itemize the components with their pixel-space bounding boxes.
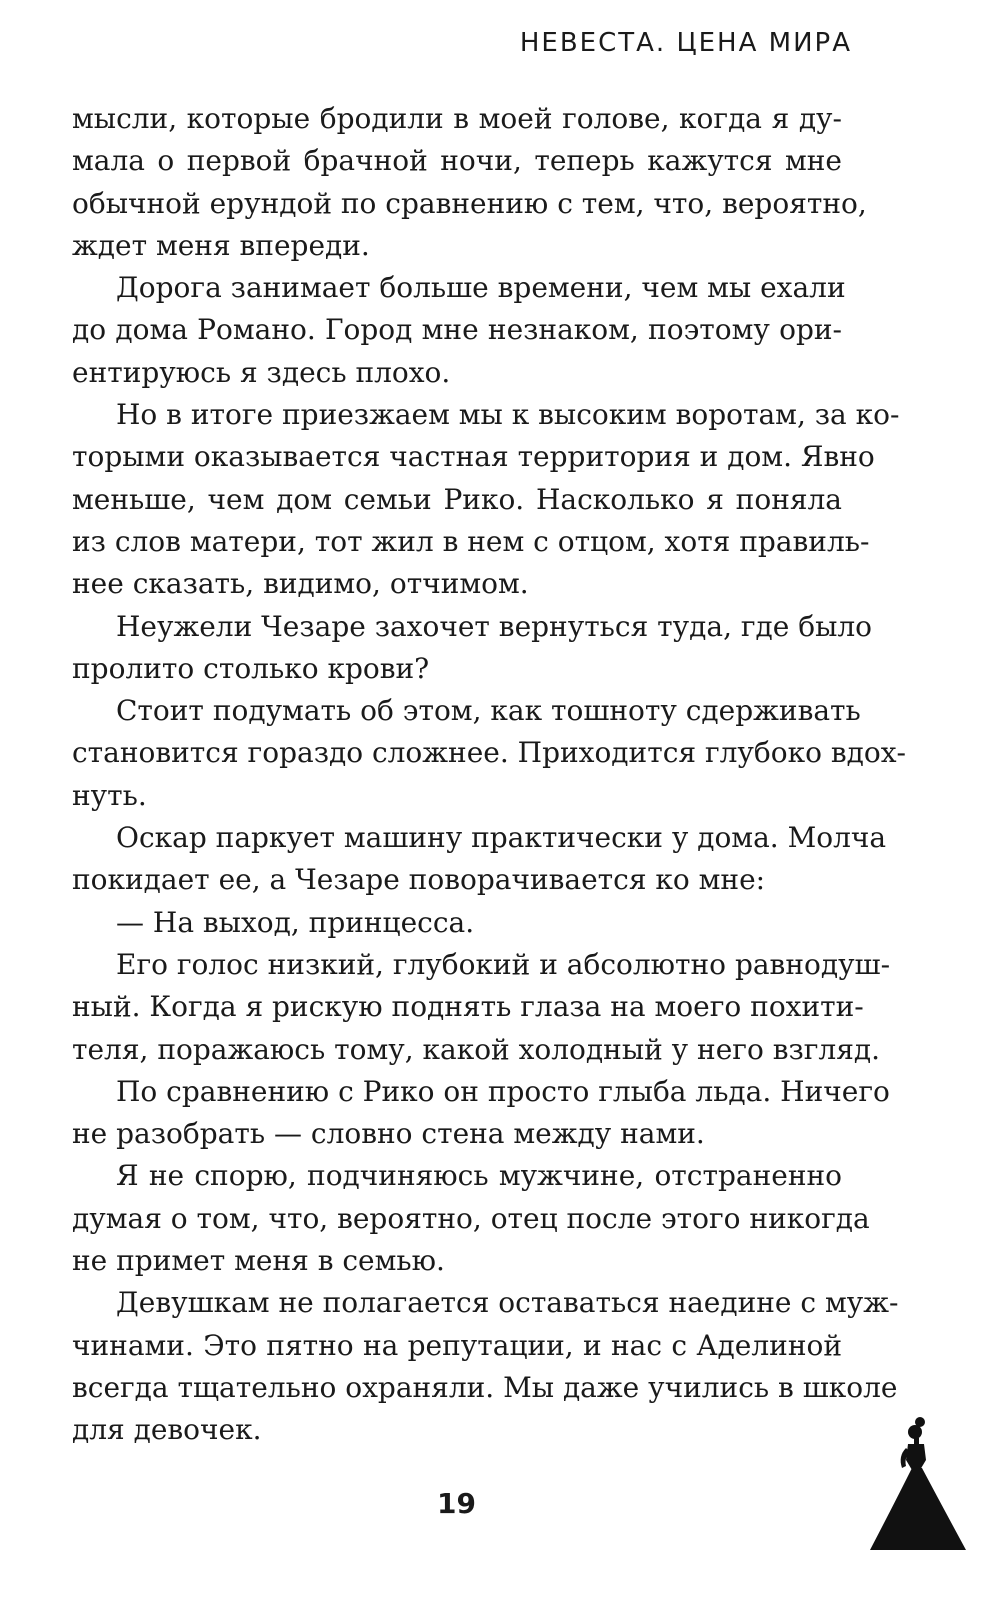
text-line: Его голос низкий, глубокий и абсолютно равнодуш- bbox=[116, 947, 891, 981]
text-line: из слов матери, тот жил в нем с отцом, хотя правиль- bbox=[72, 524, 870, 558]
text-line: Но в итоге приезжаем мы к высоким воротам, за ко- bbox=[116, 398, 900, 432]
text-line: до дома Романо. Город мне незнаком, поэтому ори- bbox=[72, 313, 842, 347]
text-line: торыми оказывается частная территория и дом. Явно bbox=[72, 440, 875, 474]
text-line: Дорога занимает больше времени, чем мы ехали bbox=[116, 271, 846, 305]
text-line: Стоит подумать об этом, как тошноту сдерживать bbox=[116, 694, 861, 728]
text-line: Оскар паркует машину практически у дома. Молча bbox=[116, 821, 887, 855]
text-line: пролито столько крови? bbox=[72, 651, 430, 685]
text-line: не разобрать — словно стена между нами. bbox=[72, 1117, 705, 1151]
text-line: По сравнению с Рико он просто глыба льда. Ничего bbox=[116, 1074, 890, 1108]
text-line: нее сказать, видимо, отчимом. bbox=[72, 567, 529, 601]
text-line: не примет меня в семью. bbox=[72, 1244, 445, 1278]
text-line: Неужели Чезаре захочет вернуться туда, где было bbox=[116, 609, 873, 643]
text-line: нуть. bbox=[72, 778, 147, 812]
text-line: Девушкам не полагается оставаться наедине с муж- bbox=[116, 1286, 899, 1320]
text-line: покидает ее, а Чезаре поворачивается ко мне: bbox=[72, 863, 766, 897]
text-line: ный. Когда я рискую поднять глаза на моего похити- bbox=[72, 990, 864, 1024]
text-line: меньше, чем дом семьи Рико. Насколько я поняла bbox=[72, 482, 842, 516]
text-line: теля, поражаюсь тому, какой холодный у него взгляд. bbox=[72, 1032, 880, 1066]
text-line: обычной ерундой по сравнению с тем, что, вероятно, bbox=[72, 186, 867, 220]
text-line: ждет меня впереди. bbox=[72, 228, 370, 262]
text-line: думая о том, что, вероятно, отец после этого никогда bbox=[72, 1201, 870, 1235]
text-line: Я не спорю, подчиняюсь мужчине, отстраненно bbox=[116, 1159, 842, 1193]
text-line: для девочек. bbox=[72, 1413, 262, 1447]
text-line: мала о первой брачной ночи, теперь кажутся мне bbox=[72, 144, 842, 178]
text-line: всегда тщательно охраняли. Мы даже учились в школе bbox=[72, 1370, 898, 1404]
text-line: мысли, которые бродили в моей голове, когда я ду- bbox=[72, 102, 842, 135]
body-text bbox=[72, 98, 906, 1452]
bride-silhouette-icon bbox=[868, 1412, 968, 1552]
page-number: 19 bbox=[437, 1487, 476, 1520]
text-line: чинами. Это пятно на репутации, и нас с Аделиной bbox=[72, 1328, 842, 1362]
text-line: становится гораздо сложнее. Приходится глубоко вдох- bbox=[72, 736, 906, 770]
text-line: — На выход, принцесса. bbox=[116, 905, 475, 939]
text-line: ентируюсь я здесь плохо. bbox=[72, 355, 451, 389]
running-header: НЕВЕСТА. ЦЕНА МИРА bbox=[519, 28, 852, 58]
